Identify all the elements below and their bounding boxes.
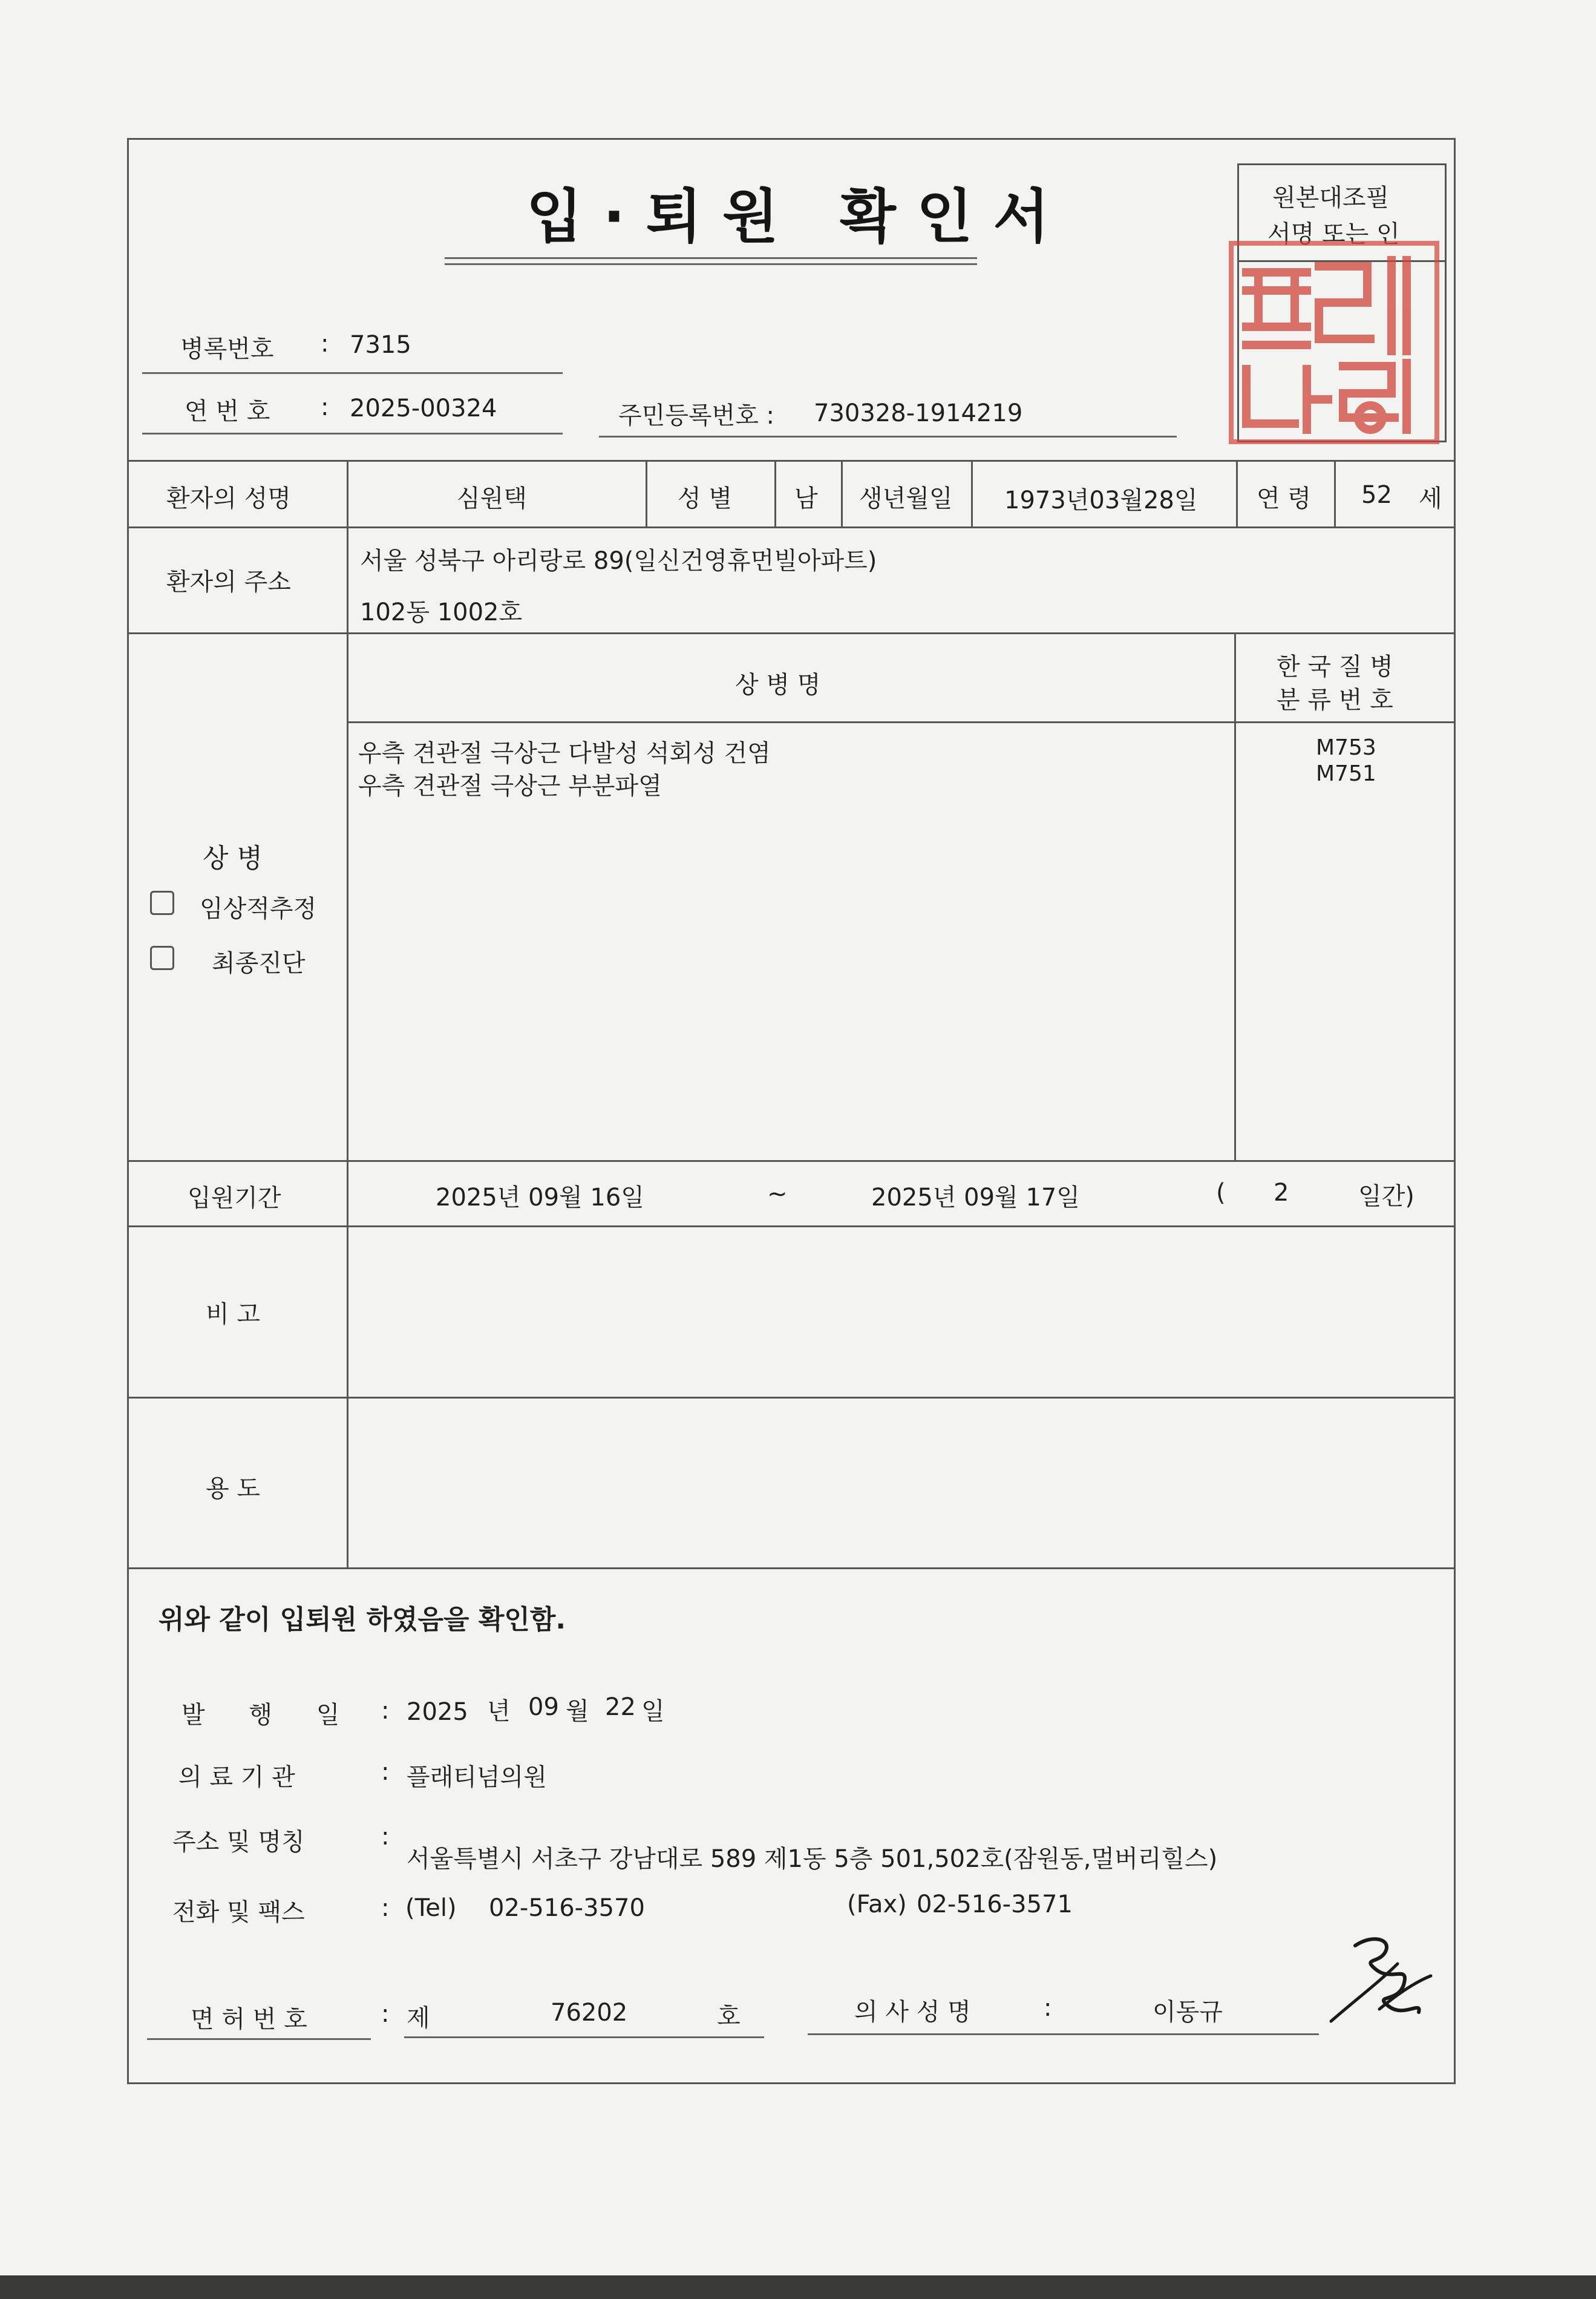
patient-name: 심원택 [457, 485, 527, 513]
serial-no-label: 연 번 호 [185, 398, 270, 425]
doctor-colon: : [1044, 1994, 1052, 2022]
record-no-value: 7315 [350, 331, 411, 359]
doctor-signature-icon [1319, 1927, 1440, 2033]
serial-colon: : [321, 393, 329, 421]
sex-value: 남 [794, 485, 818, 513]
grid-line [347, 721, 1454, 723]
grid-line [129, 1160, 1454, 1162]
admission-end: 2025년 09월 17일 [871, 1184, 1080, 1212]
tel-value: 02-516-3570 [489, 1894, 645, 1922]
serial-no-underline [142, 433, 563, 435]
license-no-underline [404, 2036, 764, 2038]
phone-colon: : [381, 1894, 390, 1922]
admission-start: 2025년 09월 16일 [436, 1184, 644, 1212]
grid-line [129, 526, 1454, 528]
age-label: 연 령 [1257, 485, 1311, 513]
diagnosis-row-code: M753 [1316, 735, 1376, 760]
diagnosis-row-name: 우측 견관절 극상근 다발성 석회성 건염 [358, 740, 771, 767]
age-unit: 세 [1419, 485, 1442, 513]
doctor-name: 이동규 [1153, 1998, 1223, 2026]
serial-no-value: 2025-00324 [350, 395, 497, 422]
resident-no-value: 730328-1914219 [814, 399, 1023, 427]
address-line2: 102동 1002호 [360, 599, 523, 626]
grid-line [129, 1225, 1454, 1227]
grid-line [841, 460, 843, 526]
diagnosis-row-code: M751 [1316, 761, 1376, 786]
grid-line [1236, 460, 1238, 526]
grid-line [129, 1397, 1454, 1399]
institution-name: 플래티넘의원 [407, 1763, 547, 1791]
title-underline [445, 257, 977, 259]
doctor-underline [808, 2033, 1319, 2035]
document-title: 입·퇴원 확인서 [526, 183, 1070, 251]
doctor-label: 의 사 성 명 [854, 1998, 971, 2026]
birth-label: 생년월일 [859, 485, 953, 513]
code-header-1: 한 국 질 병 [1277, 653, 1393, 681]
title-underline-2 [445, 263, 977, 265]
record-no-underline [142, 372, 563, 374]
resident-no-underline [599, 436, 1177, 438]
grid-line [774, 460, 776, 526]
issue-day: 22 [605, 1693, 636, 1721]
clinical-estimate-checkbox[interactable] [150, 891, 174, 915]
clinic-address: 서울특별시 서초구 강남대로 589 제1동 5층 501,502호(잠원동,멀버리힐스) [407, 1845, 1218, 1873]
grid-line [646, 460, 647, 526]
admission-sep: ~ [767, 1180, 788, 1208]
red-seal-icon [1222, 236, 1446, 448]
license-prefix: 제 [407, 2004, 430, 2032]
license-no: 76202 [551, 1999, 628, 2027]
grid-line [971, 460, 973, 526]
admission-open-paren: ( [1216, 1179, 1226, 1207]
admission-days: 2 [1274, 1179, 1289, 1207]
purpose-label: 용 도 [206, 1475, 260, 1503]
address-label: 환자의 주소 [166, 568, 291, 596]
institution-colon: : [381, 1758, 390, 1786]
grid-line [1334, 460, 1336, 526]
final-diagnosis-checkbox[interactable] [150, 946, 174, 970]
clinic-address-colon: : [381, 1823, 390, 1851]
issue-month-unit: 월 [566, 1697, 589, 1725]
record-colon: : [321, 330, 329, 358]
fax-value: 02-516-3571 [917, 1891, 1073, 1918]
admission-days-unit: 일간) [1358, 1182, 1414, 1210]
diagnosis-row-name: 우측 견관절 극상근 부분파열 [358, 772, 662, 800]
clinic-address-label: 주소 및 명칭 [172, 1828, 305, 1856]
address-line1: 서울 성북구 아리랑로 89(일신건영휴먼빌아파트) [360, 547, 877, 575]
issue-colon: : [381, 1697, 390, 1725]
tel-label: (Tel) [405, 1894, 457, 1922]
grid-line [129, 460, 1454, 462]
admission-label: 입원기간 [188, 1184, 281, 1212]
license-label: 면 허 번 호 [191, 2005, 307, 2033]
remarks-label: 비 고 [206, 1300, 260, 1328]
stamp-box-line2: 서명 또는 인 [1267, 220, 1400, 248]
grid-line [1234, 632, 1236, 1160]
issue-month: 09 [528, 1693, 559, 1721]
grid-line [129, 632, 1454, 634]
diagnosis-section-label: 상 병 [203, 843, 263, 874]
resident-no-label: 주민등록번호 : [618, 402, 775, 430]
license-suffix: 호 [717, 2002, 741, 2030]
issue-day-unit: 일 [641, 1697, 665, 1725]
phone-label: 전화 및 팩스 [172, 1898, 305, 1926]
issue-year: 2025 [407, 1698, 468, 1726]
confirm-statement: 위와 같이 입퇴원 하였음을 확인함. [159, 1604, 566, 1635]
birth-value: 1973년03월28일 [1004, 487, 1198, 514]
stamp-box-line1: 원본대조필 [1272, 184, 1390, 212]
patient-name-label: 환자의 성명 [166, 485, 291, 513]
grid-line [129, 1567, 1454, 1569]
final-diagnosis-label: 최종진단 [212, 949, 306, 977]
license-colon: : [381, 2000, 390, 2028]
clinical-estimate-label: 임상적추정 [200, 895, 317, 923]
institution-label: 의 료 기 관 [178, 1763, 295, 1791]
record-no-label: 병록번호 [180, 335, 274, 363]
grid-line [347, 460, 348, 1567]
code-header-2: 분 류 번 호 [1277, 686, 1393, 714]
issue-year-unit: 년 [487, 1697, 511, 1725]
diagnosis-name-header: 상 병 명 [735, 671, 821, 699]
fax-label: (Fax) [847, 1891, 907, 1918]
license-label-underline [147, 2038, 371, 2040]
sex-label: 성 별 [678, 485, 732, 513]
age-value: 52 [1361, 481, 1392, 509]
issue-date-label: 발 행 일 [182, 1701, 358, 1729]
